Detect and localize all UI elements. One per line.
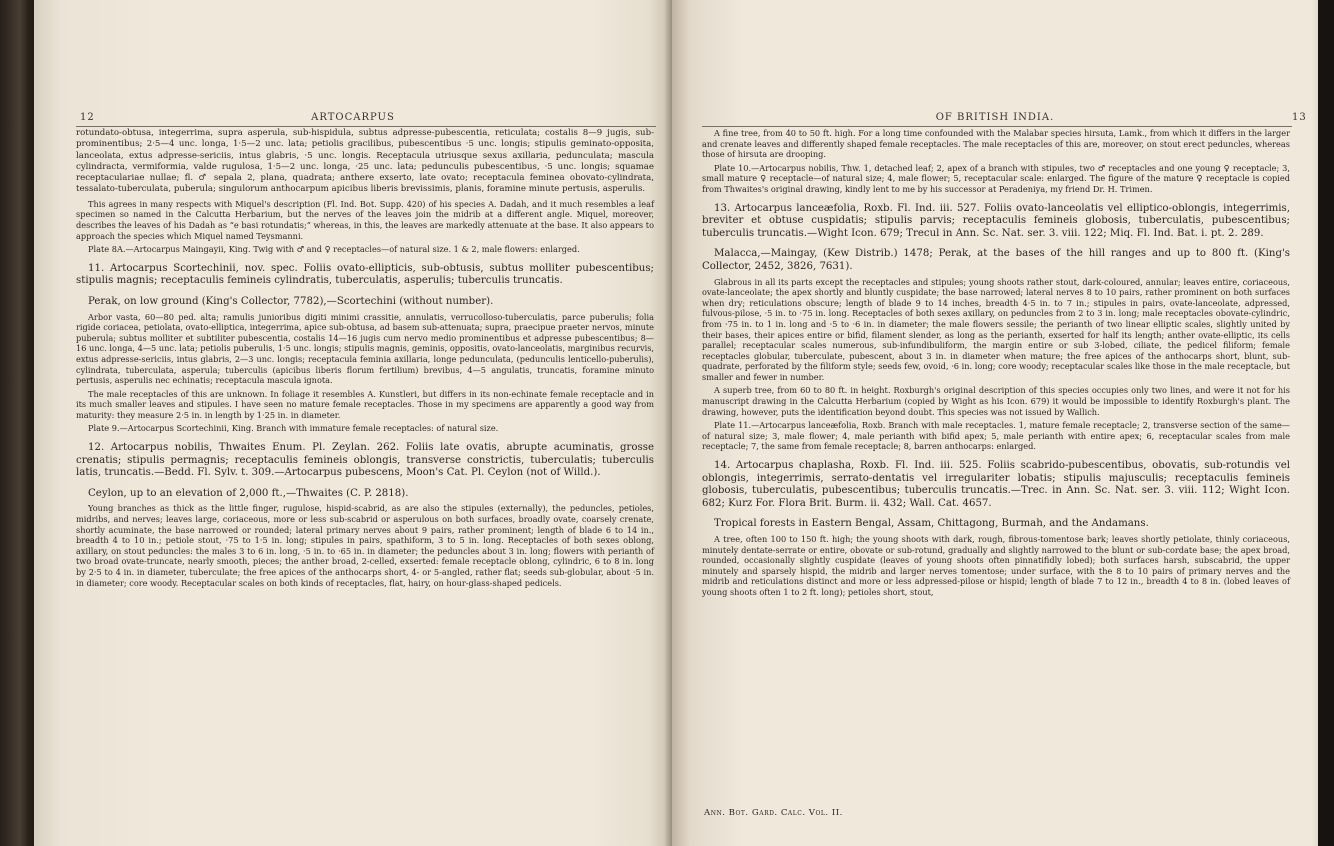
paragraph: This agrees in many respects with Miquel's description (Fl. Ind. Bot. Supp. 420) of his species A. Dadah, and it much resembles a leaf specimen so named in the Calcutta Herbarium, but the nerves of the leaves join the midrib at a different angle. Miquel, moreover, describes the leaves of his Dadah as “e basi rotundatis;” whereas, in this, the leaves are markedly attenuate at the base. It also appears to approach the species which Miquel named Teysmanni.	[76, 198, 654, 241]
right-page	[672, 0, 1318, 846]
page-number-left: 12	[80, 112, 95, 123]
header-rule-right	[702, 126, 1292, 127]
species-heading: 14. Artocarpus chaplasha, Roxb. Fl. Ind. iii. 525. Foliis scabrido-pubescentibus, obovatis, sub-rotundis vel oblongis, integerrimis, serrato-dentatis vel irregulariter lobatis; stipulis majusculis; receptaculis femineis globosis, tuberculatis, pubescentibus; tuberculis truncatis.—Trec. in Ann. Sc. Nat. ser. 3. viii. 112; Wight Icon. 682; Kurz For. Flora Brit. Burm. ii. 432; Wall. Cat. 4657.	[702, 460, 1290, 509]
locality: Malacca,—Maingay, (Kew Distrib.) 1478; Perak, at the bases of the hill ranges and up to 800 ft. (King's Collector, 2452, 3826, 7631).	[702, 248, 1290, 272]
paragraph: Young branches as thick as the little finger, rugulose, hispid-scabrid, as are also the stipules (externally), the peduncles, petioles, midribs, and nerves; leaves large, coriaceous, more or less sub-scabrid or asperulous on both surfaces, broadly ovate, coarsely crenate, shortly acuminate, the base narrowed or rounded; lateral primary nerves about 9 pairs, rather prominent; length of blade 6 to 14 in., breadth 4 to 10 in.; petiole stout, ·75 to 1·5 in. long; stipules in pairs, spathiform, 3 to 5 in. long. Receptacles of both sexes oblong, axillary, on stout peduncles: the males 3 to 6 in. long, ·5 in. to ·65 in. in diameter; the peduncles about 3 in. long; flowers with perianth of two broad ovate-truncate, nearly smooth, pieces; the anther broad, 2-celled, exserted: female receptacle oblong, cylindric, 6 to 8 in. long by 2·5 to 4 in. in diameter, tuberculate; the free apices of the anthocarps short, 4- or 5-angled, rather flat; seeds sub-globular, about ·5 in. in diameter; core woody. Receptacular scales on both kinds of receptacles, flat, hairy, on hour-glass-shaped pedicels.	[76, 503, 654, 588]
journal-footer: Ann. Bot. Gard. Calc. Vol. II.	[704, 808, 843, 818]
plate-caption: Plate 10.—Artocarpus nobilis, Thw. 1, detached leaf; 2, apex of a branch with stipules, two ♂ receptacles and one young ♀ receptacle; 3, small mature ♀ receptacle—of natural size; 4, male flower; 5, receptacular scale: enlarged. The figure of the mature ♀ receptacle is copied from Thwaites's original drawing, kindly lent to me by his successor at Peradeniya, my friend Dr. H. Trimen.	[702, 162, 1290, 194]
species-heading: 11. Artocarpus Scortechinii, nov. spec. Foliis ovato-ellipticis, sub-obtusis, subtus molliter pubescentibus; stipulis magnis; receptaculis femineis cylindratis, tuberculatis, asperulis; tuberculis truncatis.	[76, 262, 654, 287]
paragraph: rotundato-obtusa, integerrima, supra asperula, sub-hispidula, subtus adpresse-pubescentia, reticulata; costalis 8—9 jugis, sub-prominentibus; 2·5—4 unc. longa, 1·5—2 unc. lata; petiolis gracilibus, pubescentibus ·5 unc. longis; stipulis geminato-opposita, lanceolata, extus adpresse-sericiis, intus glabris, ·5 unc. longis. Receptacula utriusque sexus axillaria, pedunculata; mascula cylindracta, vermiformia, valde rugulosa, 1·5—2 unc. longa, ·25 unc. lata; pedunculis pubescentibus, ·5 unc. longis; squamae receptaculariae nullae; fl. ♂ sepala 2, plana, quadrata; anthere exserto, late ovato; receptacula feminea obovato-cylindrata, tessalato-tuberculata, puberula; singulorum anthocarpum apicibus liberis brevissimis, planis, foramine minute pertusis, asperulis.	[76, 128, 654, 195]
header-rule-left	[76, 126, 656, 127]
right-page-body	[702, 128, 1290, 601]
paragraph: A tree, often 100 to 150 ft. high; the young shoots with dark, rough, fibrous-tomentose bark; leaves shortly petiolate, thinly coriaceous, minutely dentate-serrate or entire, obovate or sub-rotund, gradually and slightly narrowed to the blunt or sub-cordate base; the apex broad, rounded, occasionally slightly cuspidate (leaves of young shoots often pinnatifidly lobed); both surfaces harsh, subscabrid, the upper minutely and sparsely hispid, the midrib and larger nerves tomentose; under surface, with the 8 to 10 pairs of primary nerves and the midrib and reticulations distinct and more or less adpressed-pilose or hispid; length of blade 7 to 12 in., breadth 4 to 8 in. (lobed leaves of young shoots often 1 to 2 ft. long); petioles short, stout,	[702, 534, 1290, 597]
paragraph: The male receptacles of this are unknown. In foliage it resembles A. Kunstleri, but differs in its non-echinate female receptacle and in its much smaller leaves and stipules. I have seen no mature female receptacles. Those in my specimens are apparently a good way from maturity: they measure 2·5 in. in length by 1·25 in. in diameter.	[76, 388, 654, 420]
left-page-body	[76, 128, 654, 591]
locality: Ceylon, up to an elevation of 2,000 ft.,—Thwaites (C. P. 2818).	[88, 487, 409, 499]
plate-caption: Plate 8A.—Artocarpus Maingayii, King. Twig with ♂ and ♀ receptacles—of natural size. 1 & 2, male flowers: enlarged.	[88, 244, 580, 255]
background-edge	[1318, 0, 1334, 846]
locality: Tropical forests in Eastern Bengal, Assam, Chittagong, Burmah, and the Andamans.	[714, 518, 1149, 530]
page-number-right: 13	[1292, 112, 1307, 123]
paragraph: Glabrous in all its parts except the receptacles and stipules; young shoots rather stout, dark-coloured, annular; leaves entire, coriaceous, ovate-lanceolate; the apex shortly and bluntly cuspidate; the base narrowed; lateral nerves 8 to 10 pairs, rather prominent on both surfaces when dry; reticulations obscure; length of blade 9 to 14 inches, breadth 4·5 in. to 7 in.; stipules in pairs, ovate-lanceolate, adpressed, fulvous-pilose, ·5 in. to ·75 in. long. Receptacles of both sexes axillary, on peduncles from 2 to 3 in. long; male receptacles obovate-cylindric, from ·75 in. to 1 in. long and ·5 to ·6 in. in diameter; the male flowers sessile; the perianth of two linear elliptic scales, slightly united by their bases, their apices entire or bifid, filament slender, as long as the perianth, exserted for half its length; anther ovate-elliptic, its cells parallel; receptacular scales numerous, sub-infundibuliform, the margin entire or sub 3-lobed, ciliate, the pedicel filiform; female receptacles globular, tuberculate, pubescent, about 3 in. in diameter when mature; the free apices of the anthocarps short, blunt, sub-quadrate, perforated by the filiform style; seeds few, ovoid, ·6 in. long; core woody; receptacular scales like those in the male receptacle, but smaller and fewer in number.	[702, 276, 1290, 382]
species-heading: 12. Artocarpus nobilis, Thwaites Enum. Pl. Zeylan. 262. Foliis late ovatis, abrupte acuminatis, grosse crenatis; stipulis permagnis; receptaculis femineis oblongis, transverse constrictis, tuberculatis; tuberculis latis, truncatis.—Bedd. Fl. Sylv. t. 309.—Artocarpus pubescens, Moon's Cat. Pl. Ceylon (not of Willd.).	[76, 442, 654, 479]
left-page	[34, 0, 672, 846]
paragraph: A superb tree, from 60 to 80 ft. in height. Roxburgh's original description of this species occupies only two lines, and were it not for his manuscript drawing in the Calcutta Herbarium (copied by Wight as his Icon. 679) it would be impossible to identify Roxburgh's plant. The drawing, however, puts the identification beyond doubt. This species was not issued by Wallich.	[702, 385, 1290, 417]
paragraph: Arbor vasta, 60—80 ped. alta; ramulis junioribus digiti minimi crassitie, annulatis, verrucolloso-tuberculatis, parce puberulis; folia rigide coriacea, petiolata, ovato-elliptica, integerrima, apice sub-obtusa, ad basem sub-attenuata; supra, praecipue praeter nervos, minute puberula; subtus molliter et subtiliter pubescentia, costalis 14—16 jugis cum nervo medio prominentibus et adpresse pubescentibus; 8—16 unc. longa, 4—5 unc. lata; petiolis puberulis, 1·5 unc. longis; stipulis magnis, geminis, oppositis, ovato-lanceolatis, marginibus recurvis, extus adpresse-sericiis, intus glabris, 2—3 unc. longis; receptacula feminia axillaria, longe pedunculata, (pedunculis lenticello-puberulis), cylindrata, tuberculata, asperula; tuberculis (apicibus liberis florum fertilium) brevibus, 4—5 angulatis, truncatis, foramine minuto pertusis, asperulis nec echinatis; receptacula mascula ignota.	[76, 311, 654, 386]
running-title-right: OF BRITISH INDIA.	[935, 112, 1055, 123]
species-heading: 13. Artocarpus lanceæfolia, Roxb. Fl. Ind. iii. 527. Foliis ovato-lanceolatis vel elliptico-oblongis, integerrimis, breviter et obtuse cuspidatis; stipulis parvis; receptaculis femineis globosis, tuberculatis, pubescentibus; tuberculis truncatis.—Wight Icon. 679; Trecul in Ann. Sc. Nat. ser. 3. viii. 122; Miq. Fl. Ind. Bat. i. pt. 2. 289.	[702, 202, 1290, 239]
locality: Perak, on low ground (King's Collector, 7782),—Scortechini (without number).	[88, 295, 494, 307]
paragraph: A fine tree, from 40 to 50 ft. high. For a long time confounded with the Malabar species hirsuta, Lamk., from which it differs in the larger and crenate leaves and differently shaped female receptacles. The male receptacles of this are, moreover, on stout erect peduncles, whereas those of hirsuta are drooping.	[702, 128, 1290, 160]
plate-caption: Plate 11.—Artocarpus lanceæfolia, Roxb. Branch with male receptacles. 1, mature female receptacle; 2, transverse section of the same—of natural size; 3, male flower; 4, male perianth with bifid apex; 5, male perianth with entire apex; 6, receptacular scales from male receptacle; 7, the same from female receptacle; 8, barren anthocarps: enlarged.	[702, 420, 1290, 452]
running-title-left: ARTOCARPUS	[311, 112, 395, 123]
plate-caption: Plate 9.—Artocarpus Scortechinii, King. Branch with immature female receptacles: of natural size.	[88, 423, 499, 434]
